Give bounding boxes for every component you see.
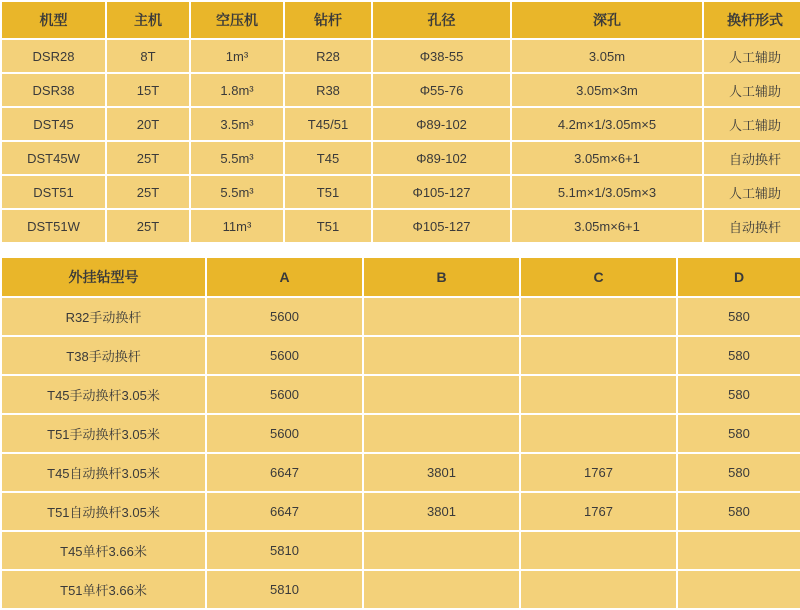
spec-header-cell: 深孔 — [512, 2, 702, 38]
drill-cell-b — [364, 337, 519, 374]
drill-cell-c — [521, 571, 676, 608]
drill-cell-c — [521, 376, 676, 413]
drill-cell-c — [521, 298, 676, 335]
drill-cell-c — [521, 532, 676, 569]
spec-cell-host: 25T — [107, 210, 189, 242]
drill-cell-model: T38手动换杆 — [2, 337, 205, 374]
drill-header-cell: B — [364, 258, 519, 296]
spec-header-cell: 孔径 — [373, 2, 510, 38]
spec-cell-host: 25T — [107, 142, 189, 174]
drill-cell-d: 580 — [678, 454, 800, 491]
drill-cell-a: 5600 — [207, 298, 362, 335]
spec-cell-compressor: 1.8m³ — [191, 74, 283, 106]
spec-cell-holediameter: Φ38-55 — [373, 40, 510, 72]
drill-cell-model: R32手动换杆 — [2, 298, 205, 335]
spec-cell-rodchange: 人工辅助 — [704, 108, 800, 140]
drill-cell-d: 580 — [678, 376, 800, 413]
spec-cell-depth: 4.2m×1/3.05m×5 — [512, 108, 702, 140]
spec-cell-rodchange: 人工辅助 — [704, 74, 800, 106]
drill-cell-d: 580 — [678, 298, 800, 335]
drill-table — [0, 256, 800, 610]
drill-cell-a: 5810 — [207, 532, 362, 569]
drill-cell-b — [364, 571, 519, 608]
spec-cell-rodchange: 自动换杆 — [704, 142, 800, 174]
spec-cell-holediameter: Φ55-76 — [373, 74, 510, 106]
spec-cell-compressor: 5.5m³ — [191, 176, 283, 208]
table-row — [2, 298, 800, 335]
spec-table-header-row — [2, 2, 800, 38]
spec-cell-depth: 3.05m×3m — [512, 74, 702, 106]
spec-cell-holediameter: Φ89-102 — [373, 108, 510, 140]
table-row — [2, 176, 800, 208]
drill-cell-a: 5810 — [207, 571, 362, 608]
drill-cell-model: T45单杆3.66米 — [2, 532, 205, 569]
spec-cell-host: 20T — [107, 108, 189, 140]
spec-cell-rod: T45 — [285, 142, 371, 174]
drill-cell-c: 1767 — [521, 454, 676, 491]
spec-header-cell: 主机 — [107, 2, 189, 38]
drill-cell-c — [521, 337, 676, 374]
drill-cell-a: 6647 — [207, 493, 362, 530]
spec-cell-depth: 5.1m×1/3.05m×3 — [512, 176, 702, 208]
drill-cell-c: 1767 — [521, 493, 676, 530]
table-row — [2, 210, 800, 242]
spec-cell-host: 15T — [107, 74, 189, 106]
spec-cell-holediameter: Φ105-127 — [373, 176, 510, 208]
spec-cell-rodchange: 人工辅助 — [704, 40, 800, 72]
drill-cell-b: 3801 — [364, 493, 519, 530]
spec-cell-model: DST45W — [2, 142, 105, 174]
spec-cell-rodchange: 自动换杆 — [704, 210, 800, 242]
spec-cell-host: 8T — [107, 40, 189, 72]
table-row — [2, 337, 800, 374]
drill-cell-d: 580 — [678, 415, 800, 452]
drill-cell-model: T45手动换杆3.05米 — [2, 376, 205, 413]
spec-cell-compressor: 11m³ — [191, 210, 283, 242]
table-row — [2, 454, 800, 491]
spec-header-cell: 机型 — [2, 2, 105, 38]
drill-cell-a: 5600 — [207, 376, 362, 413]
table-row — [2, 532, 800, 569]
drill-cell-d: 580 — [678, 337, 800, 374]
spec-cell-depth: 3.05m×6+1 — [512, 210, 702, 242]
table-row — [2, 142, 800, 174]
drill-cell-c — [521, 415, 676, 452]
drill-cell-d — [678, 532, 800, 569]
spec-cell-depth: 3.05m — [512, 40, 702, 72]
drill-cell-a: 5600 — [207, 337, 362, 374]
table-row — [2, 493, 800, 530]
spec-cell-model: DST45 — [2, 108, 105, 140]
spec-cell-rod: T51 — [285, 176, 371, 208]
spec-cell-compressor: 1m³ — [191, 40, 283, 72]
drill-cell-model: T51手动换杆3.05米 — [2, 415, 205, 452]
drill-cell-a: 6647 — [207, 454, 362, 491]
spec-cell-model: DST51 — [2, 176, 105, 208]
table-row — [2, 40, 800, 72]
drill-cell-b — [364, 532, 519, 569]
drill-cell-d: 580 — [678, 493, 800, 530]
spec-cell-compressor: 3.5m³ — [191, 108, 283, 140]
spec-cell-holediameter: Φ89-102 — [373, 142, 510, 174]
drill-header-cell: C — [521, 258, 676, 296]
table-row — [2, 74, 800, 106]
spec-header-cell: 换杆形式 — [704, 2, 800, 38]
spec-cell-rod: R38 — [285, 74, 371, 106]
spec-header-cell: 钻杆 — [285, 2, 371, 38]
drill-cell-b — [364, 298, 519, 335]
spec-cell-host: 25T — [107, 176, 189, 208]
table-row — [2, 571, 800, 608]
drill-header-cell: A — [207, 258, 362, 296]
spec-header-cell: 空压机 — [191, 2, 283, 38]
spec-cell-rod: T45/51 — [285, 108, 371, 140]
spec-cell-model: DSR28 — [2, 40, 105, 72]
drill-cell-b: 3801 — [364, 454, 519, 491]
spec-cell-rod: R28 — [285, 40, 371, 72]
spec-cell-rodchange: 人工辅助 — [704, 176, 800, 208]
drill-cell-model: T45自动换杆3.05米 — [2, 454, 205, 491]
table-row — [2, 415, 800, 452]
drill-cell-b — [364, 376, 519, 413]
spec-cell-compressor: 5.5m³ — [191, 142, 283, 174]
spec-cell-holediameter: Φ105-127 — [373, 210, 510, 242]
table-row — [2, 108, 800, 140]
drill-table-header-row — [2, 258, 800, 296]
drill-cell-model: T51自动换杆3.05米 — [2, 493, 205, 530]
spec-cell-model: DST51W — [2, 210, 105, 242]
drill-cell-b — [364, 415, 519, 452]
drill-header-cell: 外挂钻型号 — [2, 258, 205, 296]
table-divider — [0, 244, 800, 256]
drill-cell-d — [678, 571, 800, 608]
drill-cell-model: T51单杆3.66米 — [2, 571, 205, 608]
spec-cell-rod: T51 — [285, 210, 371, 242]
drill-cell-a: 5600 — [207, 415, 362, 452]
spec-cell-model: DSR38 — [2, 74, 105, 106]
spec-table — [0, 0, 800, 244]
table-row — [2, 376, 800, 413]
spec-cell-depth: 3.05m×6+1 — [512, 142, 702, 174]
drill-header-cell: D — [678, 258, 800, 296]
